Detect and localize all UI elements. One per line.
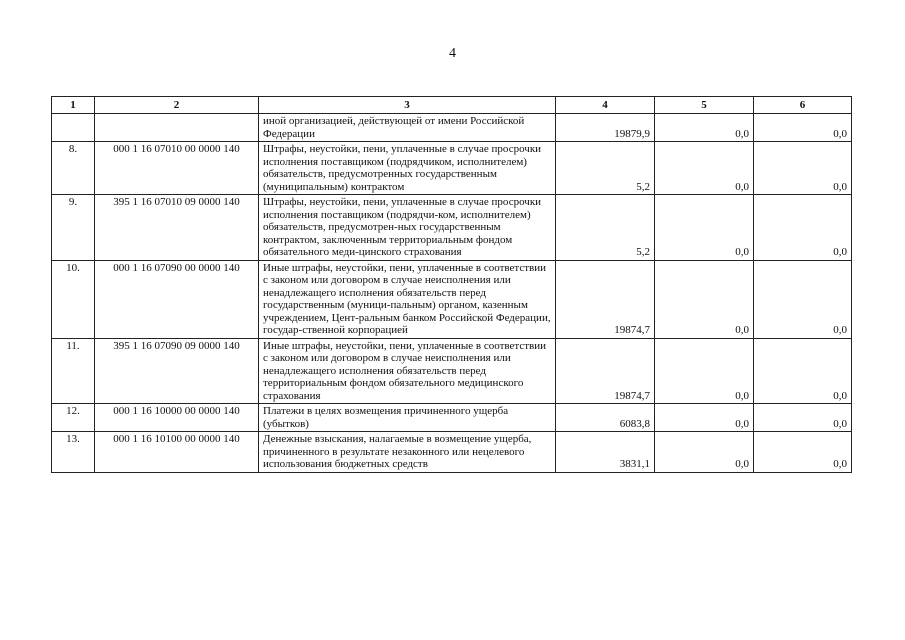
value-col-5: 0,0 bbox=[655, 338, 754, 404]
value-col-6: 0,0 bbox=[754, 338, 852, 404]
row-number: 10. bbox=[52, 260, 95, 338]
value-col-6: 0,0 bbox=[754, 195, 852, 261]
revenue-name: Денежные взыскания, налагаемые в возмещение ущерба, причиненного в результате незаконного или нецелевого использования бюджетных средств bbox=[259, 432, 556, 473]
budget-code: 000 1 16 07010 00 0000 140 bbox=[95, 142, 259, 195]
revenue-name: Иные штрафы, неустойки, пени, уплаченные в соответствии с законом или договором в случае неисполнения или ненадлежащего исполнения обязательств перед территориальным фондом обязательного медицинского страхования bbox=[259, 338, 556, 404]
header-col-6: 6 bbox=[754, 97, 852, 114]
budget-code: 000 1 16 10000 00 0000 140 bbox=[95, 404, 259, 432]
budget-code: 000 1 16 10100 00 0000 140 bbox=[95, 432, 259, 473]
value-col-5: 0,0 bbox=[655, 404, 754, 432]
budget-code: 395 1 16 07010 09 0000 140 bbox=[95, 195, 259, 261]
header-col-2: 2 bbox=[95, 97, 259, 114]
value-col-4: 5,2 bbox=[556, 142, 655, 195]
value-col-4: 19879,9 bbox=[556, 114, 655, 142]
table-header bbox=[52, 97, 852, 114]
revenue-table bbox=[51, 96, 852, 473]
row-number: 12. bbox=[52, 404, 95, 432]
table-body bbox=[52, 114, 852, 473]
row-number: 9. bbox=[52, 195, 95, 261]
value-col-5: 0,0 bbox=[655, 260, 754, 338]
revenue-name: Штрафы, неустойки, пени, уплаченные в случае просрочки исполнения поставщиком (подрядчи-ком, исполнителем) обязательств, предусмотрен-ных государственным контрактом, заключенным территориальным фондом обязательного меди-цинского страхования bbox=[259, 195, 556, 261]
row-number: 13. bbox=[52, 432, 95, 473]
header-col-4: 4 bbox=[556, 97, 655, 114]
budget-code: 000 1 16 07090 00 0000 140 bbox=[95, 260, 259, 338]
value-col-6: 0,0 bbox=[754, 142, 852, 195]
value-col-5: 0,0 bbox=[655, 195, 754, 261]
value-col-5: 0,0 bbox=[655, 142, 754, 195]
budget-code bbox=[95, 114, 259, 142]
value-col-6: 0,0 bbox=[754, 260, 852, 338]
value-col-6: 0,0 bbox=[754, 114, 852, 142]
value-col-6: 0,0 bbox=[754, 432, 852, 473]
revenue-name: Иные штрафы, неустойки, пени, уплаченные в соответствии с законом или договором в случае неисполнения или ненадлежащего исполнения обязательств перед государственным (муници-пальным) органом, казенным учреждением, Цент-ральным банком Российской Федерации, государ-ственной корпорацией bbox=[259, 260, 556, 338]
row-number: 11. bbox=[52, 338, 95, 404]
value-col-5: 0,0 bbox=[655, 432, 754, 473]
value-col-4: 6083,8 bbox=[556, 404, 655, 432]
value-col-4: 19874,7 bbox=[556, 338, 655, 404]
header-col-5: 5 bbox=[655, 97, 754, 114]
table-row bbox=[52, 338, 852, 404]
value-col-6: 0,0 bbox=[754, 404, 852, 432]
revenue-name: Платежи в целях возмещения причиненного ущерба (убытков) bbox=[259, 404, 556, 432]
value-col-4: 5,2 bbox=[556, 195, 655, 261]
budget-code: 395 1 16 07090 09 0000 140 bbox=[95, 338, 259, 404]
table-row bbox=[52, 114, 852, 142]
header-row bbox=[52, 97, 852, 114]
row-number: 8. bbox=[52, 142, 95, 195]
table-row bbox=[52, 260, 852, 338]
revenue-name: иной организацией, действующей от имени Российской Федерации bbox=[259, 114, 556, 142]
table-row bbox=[52, 195, 852, 261]
value-col-5: 0,0 bbox=[655, 114, 754, 142]
value-col-4: 19874,7 bbox=[556, 260, 655, 338]
header-col-3: 3 bbox=[259, 97, 556, 114]
table-row bbox=[52, 142, 852, 195]
page-number: 4 bbox=[449, 46, 456, 61]
row-number bbox=[52, 114, 95, 142]
table-row bbox=[52, 404, 852, 432]
revenue-name: Штрафы, неустойки, пени, уплаченные в случае просрочки исполнения поставщиком (подрядчиком, исполнителем) обязательств, предусмотренных государственным (муниципальным) контрактом bbox=[259, 142, 556, 195]
table-row bbox=[52, 432, 852, 473]
header-col-1: 1 bbox=[52, 97, 95, 114]
value-col-4: 3831,1 bbox=[556, 432, 655, 473]
